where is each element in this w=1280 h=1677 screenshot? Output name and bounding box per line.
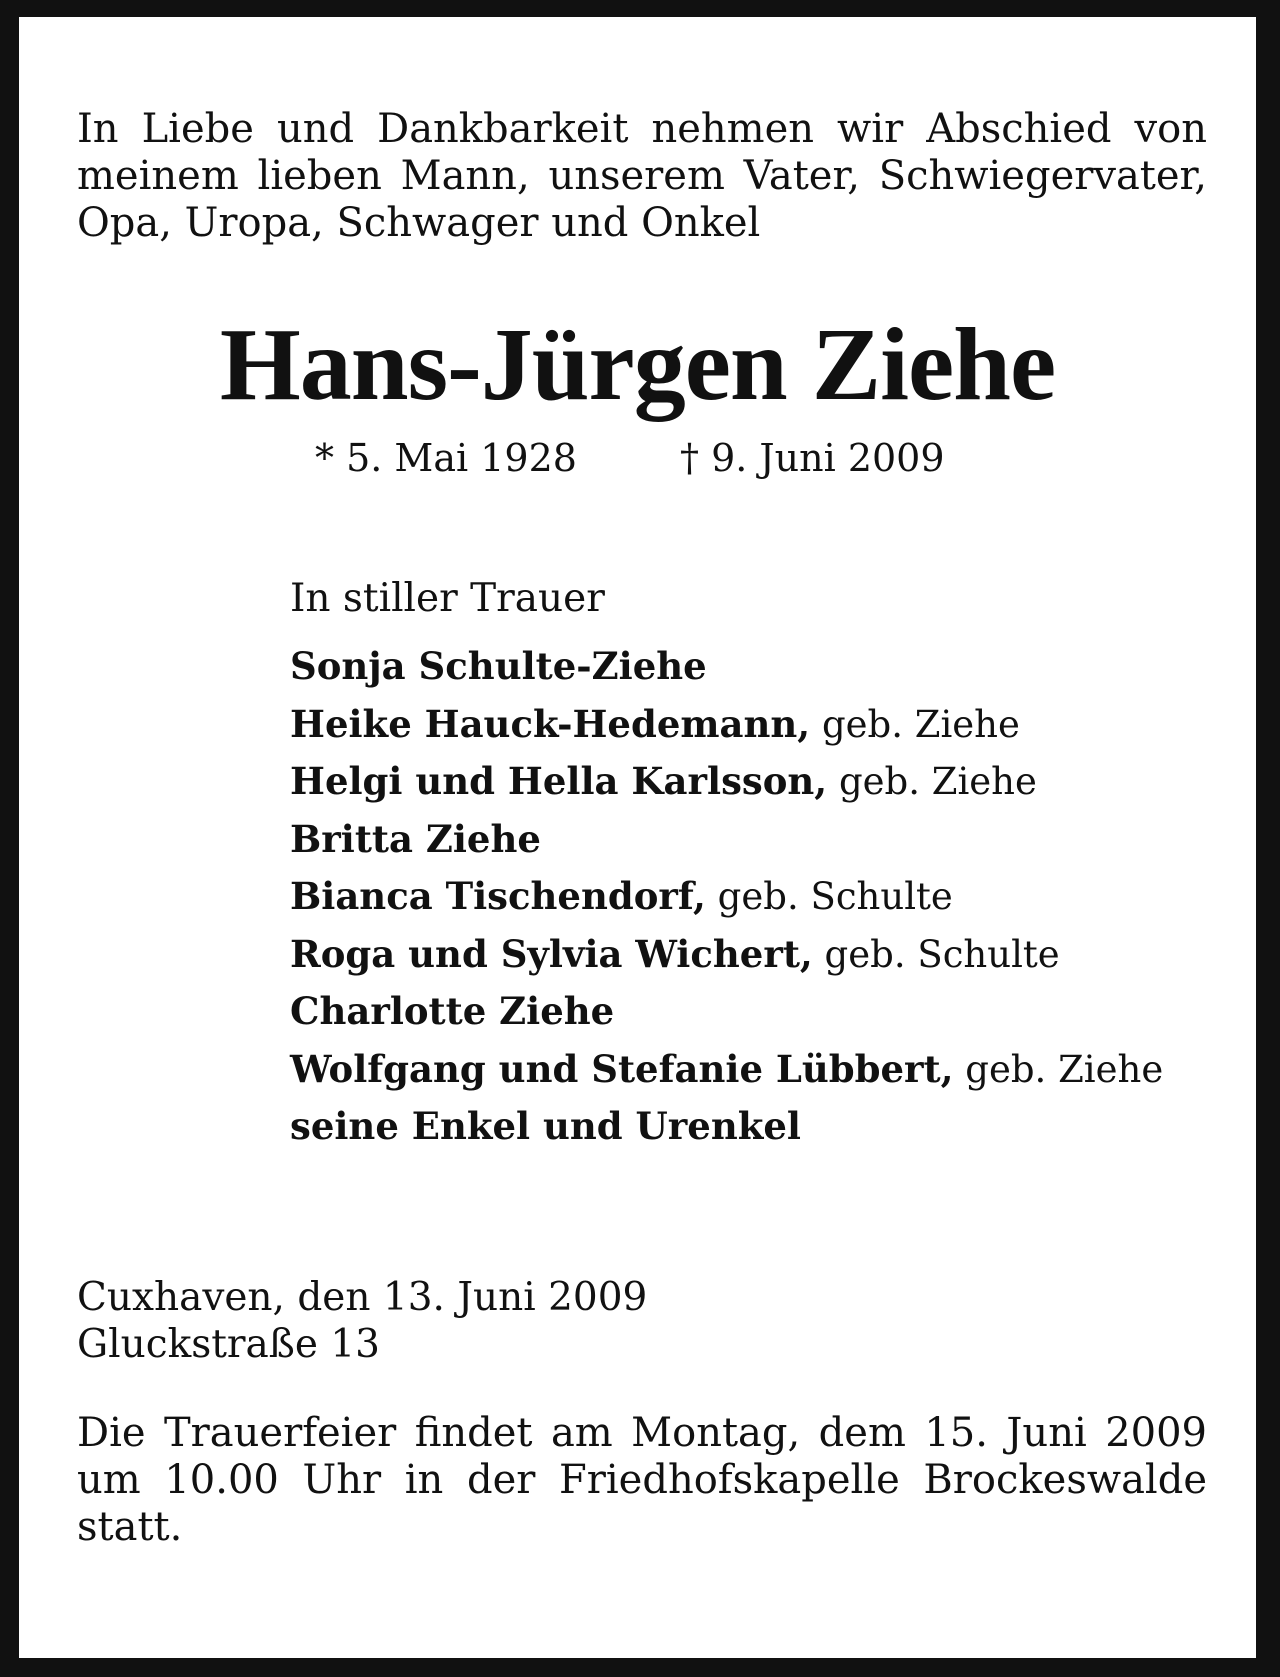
address-line: Gluckstraße 13 — [77, 1322, 380, 1367]
place-and-date — [77, 1274, 647, 1368]
mourner-entry — [290, 1098, 1250, 1156]
ceremony-line: statt. — [77, 1504, 183, 1550]
deceased-name: Hans-Jürgen Ziehe — [219, 307, 1056, 422]
mourner-suffix: geb. Ziehe — [810, 702, 1020, 746]
mourner-name: Roga und Sylvia Wichert, — [290, 931, 813, 976]
mourner-name: Sonja Schulte-Ziehe — [290, 644, 707, 688]
intro-line: meinem lieben Mann, unserem Vater, Schwiegervater, — [77, 153, 1207, 199]
mourner-entry — [290, 811, 1250, 869]
mourner-name: seine Enkel und Urenkel — [290, 1104, 801, 1148]
mourner-name: Wolfgang und Stefanie Lübbert, — [290, 1046, 954, 1091]
intro-line: In Liebe und Dankbarkeit nehmen wir Abschied von — [77, 106, 1207, 152]
mourner-name: Charlotte Ziehe — [290, 989, 615, 1033]
mourner-suffix: geb. Ziehe — [827, 760, 1037, 803]
ceremony-line: Die Trauerfeier findet am Montag, dem 15. Juni 2009 — [77, 1410, 1207, 1456]
mourner-entry — [290, 696, 1250, 754]
mourner-suffix: geb. Ziehe — [953, 1047, 1164, 1091]
place-date-line: Cuxhaven, den 13. Juni 2009 — [77, 1275, 648, 1320]
mourner-entry — [290, 983, 1250, 1041]
birth-date: * 5. Mai 1928 — [315, 436, 577, 480]
ceremony-text — [77, 1410, 1207, 1551]
mourner-name: Britta Ziehe — [290, 816, 541, 861]
mourner-entry — [290, 926, 1250, 984]
mourner-entry — [290, 753, 1250, 811]
intro-line: Opa, Uropa, Schwager und Onkel — [77, 200, 761, 246]
intro-text — [77, 106, 1207, 247]
mourner-suffix: geb. Schulte — [812, 932, 1060, 976]
mourner-name: Bianca Tischendorf, — [290, 874, 706, 918]
death-date: † 9. Juni 2009 — [680, 436, 945, 480]
mourner-suffix: geb. Schulte — [705, 875, 953, 918]
mourners-list — [290, 574, 1250, 1156]
mourner-entry — [290, 868, 1250, 926]
mourner-name: Helgi und Hella Karlsson, — [290, 759, 828, 803]
mourners-heading: In stiller Trauer — [290, 576, 605, 621]
mourner-entry — [290, 1041, 1250, 1099]
ceremony-line: um 10.00 Uhr in der Friedhofskapelle Brockeswalde — [77, 1457, 1207, 1503]
mourner-entry — [290, 638, 1250, 696]
mourner-name: Heike Hauck-Hedemann, — [290, 701, 811, 746]
